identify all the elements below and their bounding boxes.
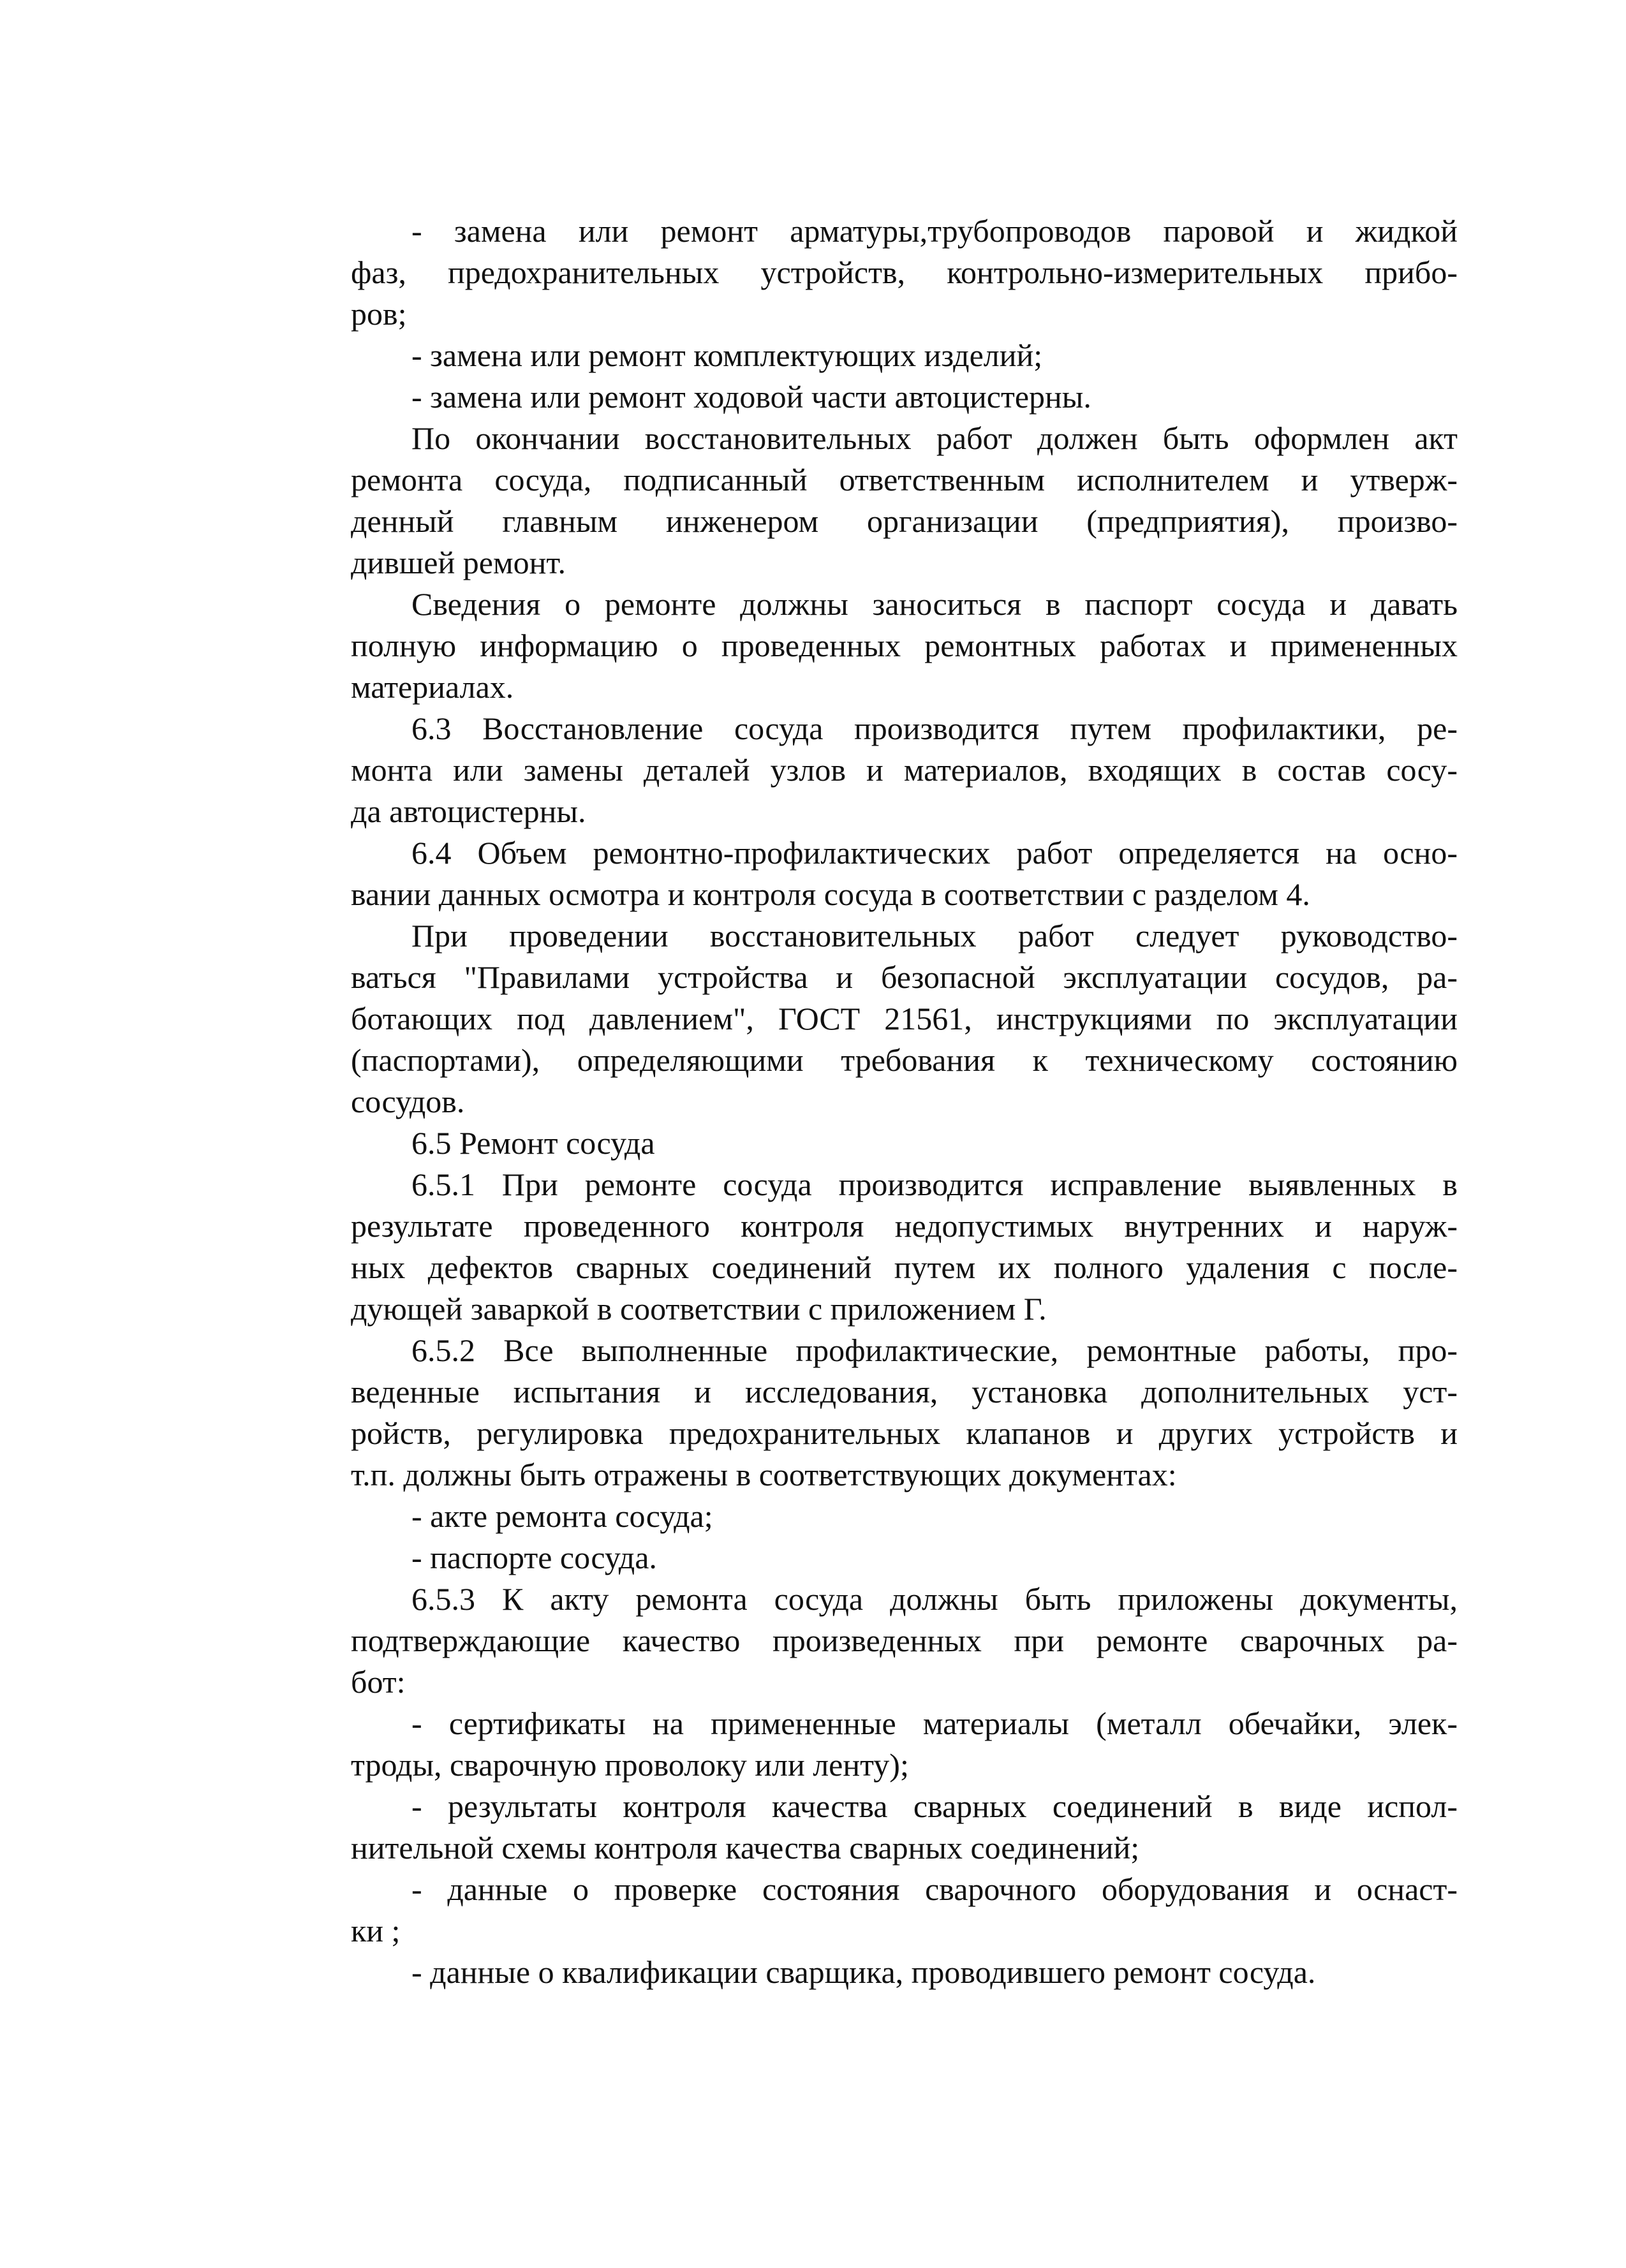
paragraph-p9 (351, 1123, 1458, 1164)
paragraph-p8 (351, 915, 1458, 1123)
text-line: 6.5.3 К акту ремонта сосуда должны быть приложены документы, (411, 1581, 1458, 1617)
paragraph-p11 (351, 1330, 1458, 1496)
text-line: подтверждающие качество произведенных при ремонте сварочных ра- (351, 1623, 1458, 1658)
document-page (351, 210, 1458, 1993)
text-line: нительной схемы контроля качества сварных соединений; (351, 1830, 1140, 1866)
paragraph-p10 (351, 1164, 1458, 1330)
text-line: дующей заваркой в соответствии с приложением Г. (351, 1291, 1047, 1327)
text-line: - данные о проверке состояния сварочного оборудования и оснаст- (411, 1871, 1458, 1907)
paragraph-p14 (351, 1579, 1458, 1703)
text-line: материалах. (351, 669, 514, 705)
text-line: ки ; (351, 1913, 401, 1948)
text-line: вании данных осмотра и контроля сосуда в соответствии с разделом 4. (351, 876, 1310, 912)
paragraph-p16 (351, 1786, 1458, 1869)
paragraph-p2 (351, 335, 1458, 376)
text-line: троды, сварочную проволоку или ленту); (351, 1747, 909, 1783)
text-line: - замена или ремонт ходовой части автоцистерны. (411, 379, 1091, 415)
text-line: ваться "Правилами устройства и безопасной эксплуатации сосудов, ра- (351, 959, 1458, 995)
text-line: дившей ремонт. (351, 545, 566, 580)
text-line: результате проведенного контроля недопустимых внутренних и наруж- (351, 1208, 1458, 1244)
paragraph-p4 (351, 418, 1458, 584)
paragraph-p18 (351, 1952, 1458, 1993)
text-line: При проведении восстановительных работ следует руководство- (411, 918, 1458, 954)
text-line: - паспорте сосуда. (411, 1540, 657, 1575)
text-line: 6.3 Восстановление сосуда производится путем профилактики, ре- (411, 711, 1458, 746)
paragraph-p13 (351, 1537, 1458, 1579)
text-line: да автоцистерны. (351, 793, 586, 829)
paragraph-p7 (351, 832, 1458, 915)
text-line: бот: (351, 1664, 406, 1700)
text-line: 6.5 Ремонт сосуда (411, 1125, 655, 1161)
paragraph-p3 (351, 376, 1458, 418)
text-line: - замена или ремонт комплектующих изделий; (411, 337, 1043, 373)
paragraph-p12 (351, 1496, 1458, 1537)
text-line: ных дефектов сварных соединений путем их полного удаления с после- (351, 1249, 1458, 1285)
text-line: т.п. должны быть отражены в соответствующих документах: (351, 1457, 1177, 1492)
text-line: (паспортами), определяющими требования к техническому состоянию (351, 1042, 1458, 1078)
text-line: полную информацию о проведенных ремонтных работах и примененных (351, 628, 1458, 663)
text-line: ров; (351, 296, 407, 332)
paragraph-p1 (351, 210, 1458, 335)
text-line: фаз, предохранительных устройств, контрольно-измерительных прибо- (351, 254, 1458, 290)
text-line: 6.5.2 Все выполненные профилактические, ремонтные работы, про- (411, 1332, 1458, 1368)
paragraph-p6 (351, 708, 1458, 832)
text-line: монта или замены деталей узлов и материалов, входящих в состав сосу- (351, 752, 1458, 788)
text-line: 6.4 Объем ремонтно-профилактических работ определяется на осно- (411, 835, 1458, 871)
text-line: 6.5.1 При ремонте сосуда производится исправление выявленных в (411, 1167, 1458, 1202)
paragraph-p17 (351, 1869, 1458, 1952)
text-line: - замена или ремонт арматуры,трубопроводов паровой и жидкой (411, 213, 1458, 249)
text-line: веденные испытания и исследования, установка дополнительных уст- (351, 1374, 1458, 1410)
paragraph-p5 (351, 584, 1458, 708)
text-line: - результаты контроля качества сварных соединений в виде испол- (411, 1788, 1458, 1824)
text-line: По окончании восстановительных работ должен быть оформлен акт (411, 420, 1458, 456)
text-line: - данные о квалификации сварщика, проводившего ремонт сосуда. (411, 1954, 1316, 1990)
text-line: ройств, регулировка предохранительных клапанов и других устройств и (351, 1415, 1458, 1451)
text-line: Сведения о ремонте должны заноситься в паспорт сосуда и давать (411, 586, 1458, 622)
paragraph-p15 (351, 1703, 1458, 1786)
text-line: ремонта сосуда, подписанный ответственным исполнителем и утверж- (351, 462, 1458, 497)
text-line: денный главным инженером организации (предприятия), произво- (351, 503, 1458, 539)
text-line: - акте ремонта сосуда; (411, 1498, 713, 1534)
text-line: - сертификаты на примененные материалы (металл обечайки, элек- (411, 1705, 1458, 1741)
text-line: сосудов. (351, 1084, 465, 1119)
text-line: ботающих под давлением", ГОСТ 21561, инструкциями по эксплуатации (351, 1001, 1458, 1036)
